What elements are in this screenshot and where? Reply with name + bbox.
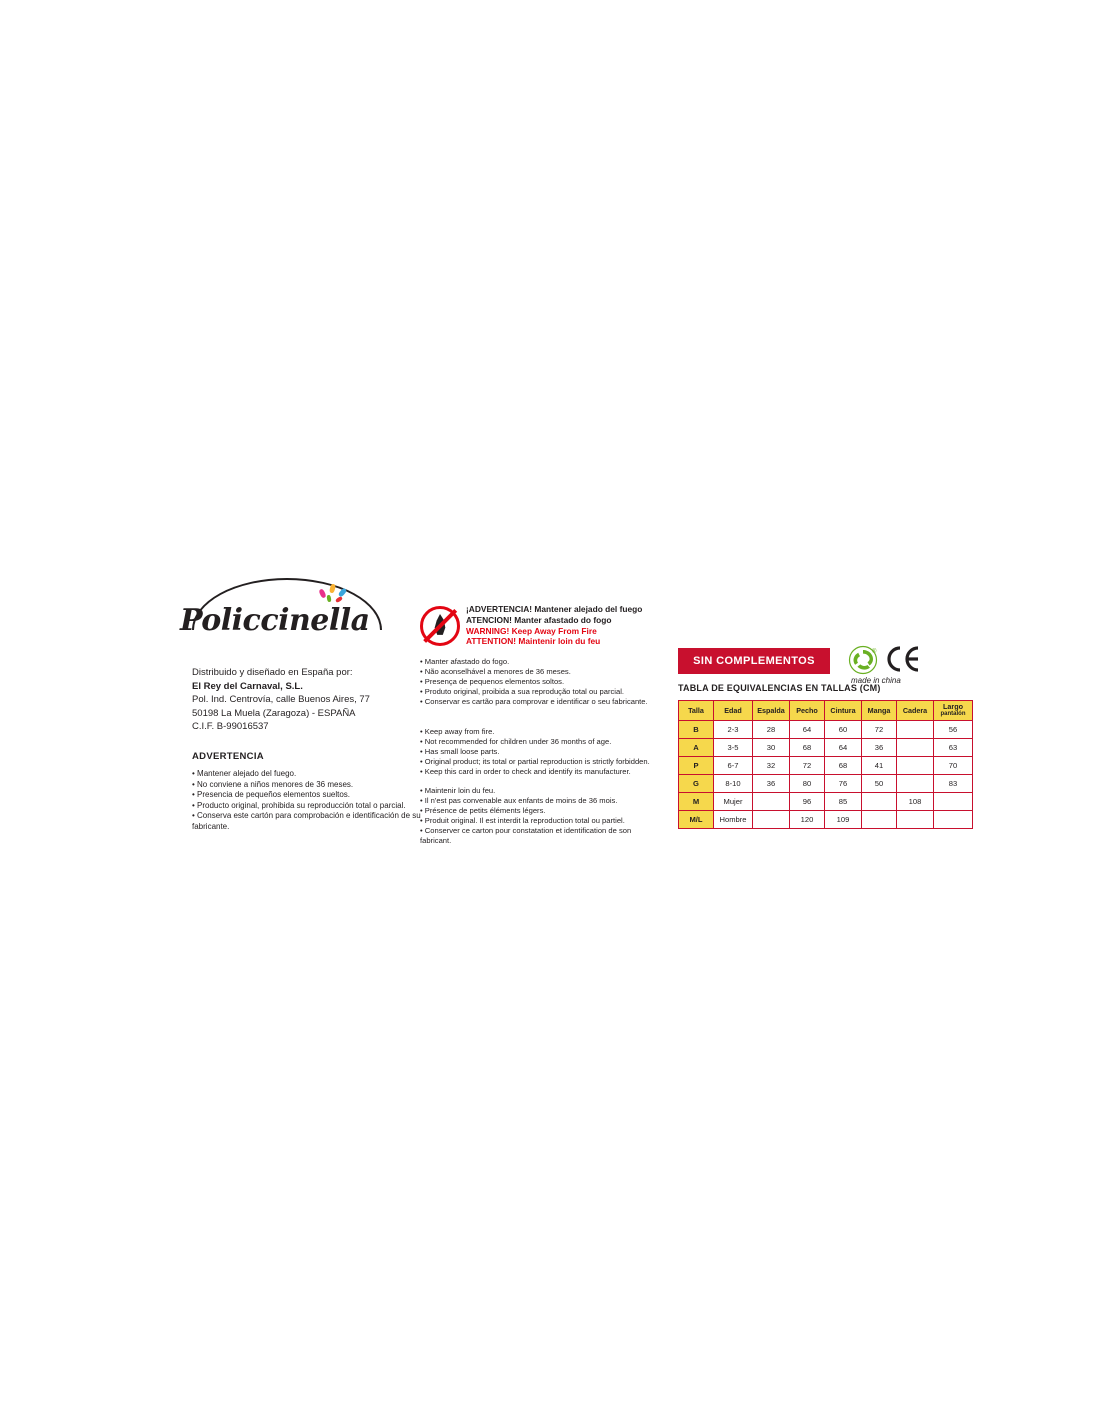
cell-largo <box>934 811 973 829</box>
column-header-talla: Talla <box>679 701 714 721</box>
cell-talla: G <box>679 775 714 793</box>
warning-item: • Producto original, prohibida su reproducción total o parcial. <box>192 800 406 810</box>
warning-list-pt <box>420 657 650 707</box>
warning-item: • Não aconselhável a menores de 36 meses. <box>420 667 571 676</box>
cell-largo: 63 <box>934 739 973 757</box>
cell-talla: B <box>679 721 714 739</box>
cell-cintura: 68 <box>825 757 862 775</box>
table-row <box>679 811 973 829</box>
distributor-intro: Distribuido y diseñado en España por: <box>192 667 353 678</box>
cell-cadera: 108 <box>897 793 934 811</box>
cell-largo <box>934 793 973 811</box>
column-header-manga: Manga <box>862 701 897 721</box>
table-row <box>679 721 973 739</box>
warning-item: • Conservar es cartão para comprovar e identificar o seu fabricante. <box>420 697 648 706</box>
warning-item: • Produit original. Il est interdit la reproduction total ou partiel. <box>420 816 625 825</box>
column-header-espalda: Espalda <box>753 701 790 721</box>
warning-item: • Conserver ce carton pour constatation et identification de son fabricant. <box>420 826 632 845</box>
cell-cadera <box>897 739 934 757</box>
cell-pecho: 68 <box>790 739 825 757</box>
cell-pecho: 72 <box>790 757 825 775</box>
cell-cadera <box>897 757 934 775</box>
warning-item: • Présence de petits éléments légers. <box>420 806 546 815</box>
warning-item: • Conserva este cartón para comprobación e identificación de su fabricante. <box>192 811 421 831</box>
cell-pecho: 80 <box>790 775 825 793</box>
warning-item: • Keep away from fire. <box>420 727 495 736</box>
cell-edad: 6-7 <box>714 757 753 775</box>
cell-manga: 41 <box>862 757 897 775</box>
cell-edad: 8-10 <box>714 775 753 793</box>
cell-espalda: 28 <box>753 721 790 739</box>
column-header-pecho: Pecho <box>790 701 825 721</box>
size-equivalence-table <box>678 700 973 829</box>
cell-cadera <box>897 721 934 739</box>
green-dot-recycling-icon <box>848 645 878 675</box>
distributor-info <box>192 666 442 734</box>
warning-item: • Keep this card in order to check and identify its manufacturer. <box>420 767 631 776</box>
cell-pecho: 64 <box>790 721 825 739</box>
warning-item: • Manter afastado do fogo. <box>420 657 510 666</box>
cell-talla: M/L <box>679 811 714 829</box>
table-row <box>679 775 973 793</box>
column-header-largo <box>934 701 973 721</box>
cell-espalda: 32 <box>753 757 790 775</box>
cell-cadera <box>897 775 934 793</box>
brand-wordmark: Policcinella <box>180 603 370 638</box>
cell-cintura: 76 <box>825 775 862 793</box>
table-row <box>679 757 973 775</box>
warning-item: • Presencia de pequeños elementos sueltos. <box>192 790 351 800</box>
cell-talla: P <box>679 757 714 775</box>
warning-item: • Presença de pequenos elementos soltos. <box>420 677 565 686</box>
cell-cadera <box>897 811 934 829</box>
distributor-cif: C.I.F. B-99016537 <box>192 721 269 732</box>
column-header-cintura: Cintura <box>825 701 862 721</box>
distributor-address-line1: Pol. Ind. Centrovía, calle Buenos Aires, 77 <box>192 694 370 705</box>
warning-list-en <box>420 727 650 777</box>
svg-text:®: ® <box>872 649 877 655</box>
cell-edad: Hombre <box>714 811 753 829</box>
warning-item: • Produto original, proibida a sua reprodução total ou parcial. <box>420 687 625 696</box>
column-header-edad: Edad <box>714 701 753 721</box>
cell-edad: 3-5 <box>714 739 753 757</box>
warning-heading-es: ADVERTENCIA <box>192 751 264 762</box>
warning-item: • Original product; its total or partial reproduction is strictly forbidden. <box>420 757 650 766</box>
cell-espalda: 30 <box>753 739 790 757</box>
table-row <box>679 739 973 757</box>
ce-mark-icon <box>884 644 922 674</box>
table-row <box>679 793 973 811</box>
warning-headline-fr: ATTENTION! Maintenir loin du feu <box>466 636 601 647</box>
cell-espalda <box>753 793 790 811</box>
column-header-largo-sub: pantalón <box>940 710 966 717</box>
cell-largo: 83 <box>934 775 973 793</box>
warning-headline-pt: ATENCION! Manter afastado do fogo <box>466 614 612 625</box>
distributor-company: El Rey del Carnaval, S.L. <box>192 680 303 692</box>
distributor-address-line2: 50198 La Muela (Zaragoza) - ESPAÑA <box>192 707 356 719</box>
cell-talla: A <box>679 739 714 757</box>
warning-headline-en: WARNING! Keep Away From Fire <box>466 625 597 636</box>
made-in-china-label: made in china <box>851 676 901 685</box>
cell-largo: 56 <box>934 721 973 739</box>
column-header-largo-main: Largo <box>943 701 963 711</box>
cell-espalda: 36 <box>753 775 790 793</box>
warning-headline-multilingual <box>466 604 656 647</box>
cell-cintura: 85 <box>825 793 862 811</box>
table-header-row <box>679 701 973 721</box>
size-table-title: TABLA DE EQUIVALENCIAS EN TALLAS (CM) <box>678 683 881 693</box>
cell-manga <box>862 811 897 829</box>
warning-item: • No conviene a niños menores de 36 meses. <box>192 779 354 789</box>
cell-pecho: 96 <box>790 793 825 811</box>
cell-talla: M <box>679 793 714 811</box>
warning-item: • Maintenir loin du feu. <box>420 786 496 795</box>
cell-cintura: 64 <box>825 739 862 757</box>
cell-edad: 2-3 <box>714 721 753 739</box>
warning-list-fr <box>420 786 650 846</box>
warning-item: • Not recommended for children under 36 months of age. <box>420 737 612 746</box>
warning-list-es <box>192 769 432 833</box>
cell-edad: Mujer <box>714 793 753 811</box>
column-header-cadera: Cadera <box>897 701 934 721</box>
cell-largo: 70 <box>934 757 973 775</box>
warning-item: • Il n'est pas convenable aux enfants de moins de 36 mois. <box>420 796 618 805</box>
no-fire-icon <box>420 606 464 650</box>
cell-manga: 72 <box>862 721 897 739</box>
cell-cintura: 109 <box>825 811 862 829</box>
warning-headline-es: ¡ADVERTENCIA! Mantener alejado del fuego <box>466 604 643 614</box>
cell-manga: 36 <box>862 739 897 757</box>
brand-logo <box>180 578 410 656</box>
warning-item: • Mantener alejado del fuego. <box>192 769 297 778</box>
cell-pecho: 120 <box>790 811 825 829</box>
cell-cintura: 60 <box>825 721 862 739</box>
cell-espalda <box>753 811 790 829</box>
no-accessories-banner: SIN COMPLEMENTOS <box>678 648 830 674</box>
warning-item: • Has small loose parts. <box>420 747 500 756</box>
cell-manga: 50 <box>862 775 897 793</box>
cell-manga <box>862 793 897 811</box>
